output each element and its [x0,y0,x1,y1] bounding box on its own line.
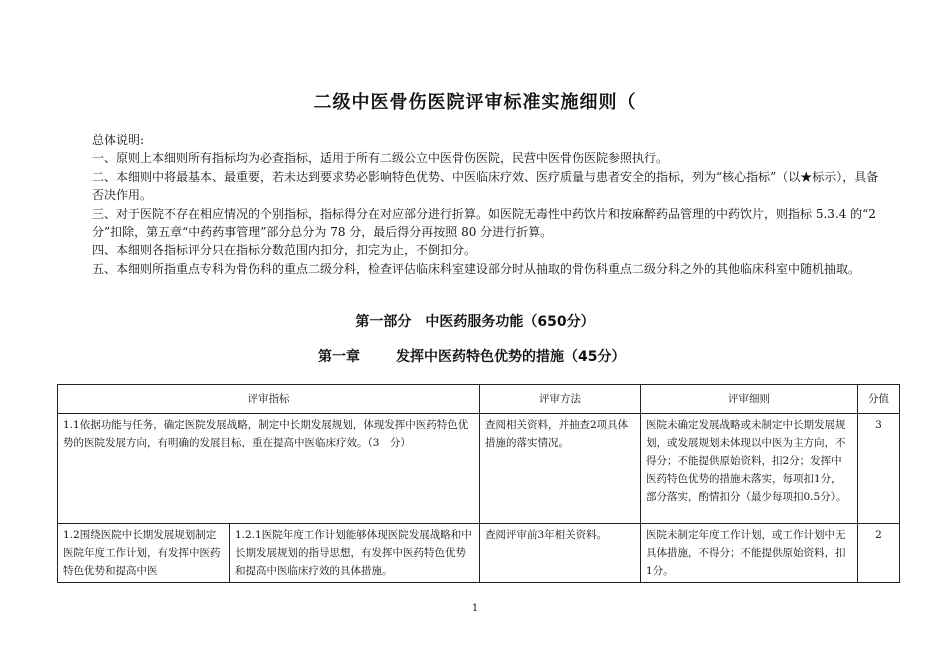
header-indicator: 评审指标 [58,385,480,414]
table-header-row [58,385,900,414]
general-note-4: 四、本细则各指标评分只在指标分数范围内扣分，扣完为止，不倒扣分。 [92,243,477,258]
general-notes-heading: 总体说明: [92,133,145,147]
table-row [58,524,900,583]
part-heading: 第一部分 中医药服务功能（650分） [355,314,595,330]
table-row [58,414,900,524]
score-cell: 2 [858,524,900,583]
header-score: 分值 [858,385,900,414]
review-criteria-table [57,384,900,583]
header-detail: 评审细则 [641,385,858,414]
chapter-title: 发挥中医药特色优势的措施（45分） [396,349,626,365]
page-number: 1 [471,603,479,614]
method-cell: 查阅相关资料，并抽查2项具体措施的落实情况。 [480,414,641,524]
indicator-cell: 1.1依据功能与任务，确定医院发展战略，制定中长期发展规划，体现发挥中医药特色优势的医院发展方向，有明确的发展目标，重在提高中医临床疗效。（3 分） [58,414,480,524]
indicator-cell: 1.2围绕医院中长期发展规划制定医院年度工作计划，有发挥中医药特色优势和提高中医 [58,524,230,583]
sub-indicator-cell: 1.2.1医院年度工作计划能够体现医院发展战略和中长期发展规划的指导思想，有发挥中医药特色优势和提高中医临床疗效的具体措施。 [230,524,480,583]
general-note-3: 三、对于医院不存在相应情况的个别指标，指标得分在对应部分进行折算。如医院无毒性中药饮片和按麻醉药品管理的中药饮片，则指标 5.3.4 的“2分”扣除，第五章“中药药事管理”部分总分为 78 分，最后得分再按照 80 分进行折算。 [92,206,876,240]
general-note-2: 二、本细则中将最基本、最重要，若未达到要求势必影响特色优势、中医临床疗效、医疗质量与患者安全的指标，列为“核心指标”（以★标示），具备否决作用。 [92,169,879,203]
header-method: 评审方法 [480,385,641,414]
method-cell: 查阅评审前3年相关资料。 [480,524,641,583]
general-notes [92,131,882,278]
document-title: 二级中医骨伤医院评审标准实施细则（ [313,92,637,113]
detail-cell: 医院未制定年度工作计划，或工作计划中无具体措施，不得分；不能提供原始资料，扣1分。 [641,524,858,583]
general-note-1: 一、原则上本细则所有指标均为必查指标，适用于所有二级公立中医骨伤医院，民营中医骨伤医院参照执行。 [92,151,669,166]
general-note-5: 五、本细则所指重点专科为骨伤科的重点二级分科，检查评估临床科室建设部分时从抽取的骨伤科重点二级分科之外的其他临床科室中随机抽取。 [92,261,861,276]
detail-cell: 医院未确定发展战略或未制定中长期发展规划，或发展规划未体现以中医为主方向，不得分；不能提供原始资料，扣2分；发挥中医药特色优势的措施未落实，每项扣1分，部分落实，酌情扣分（最少每项扣0.5分）。 [641,414,858,524]
chapter-number: 第一章 [318,349,360,365]
score-cell: 3 [858,414,900,524]
